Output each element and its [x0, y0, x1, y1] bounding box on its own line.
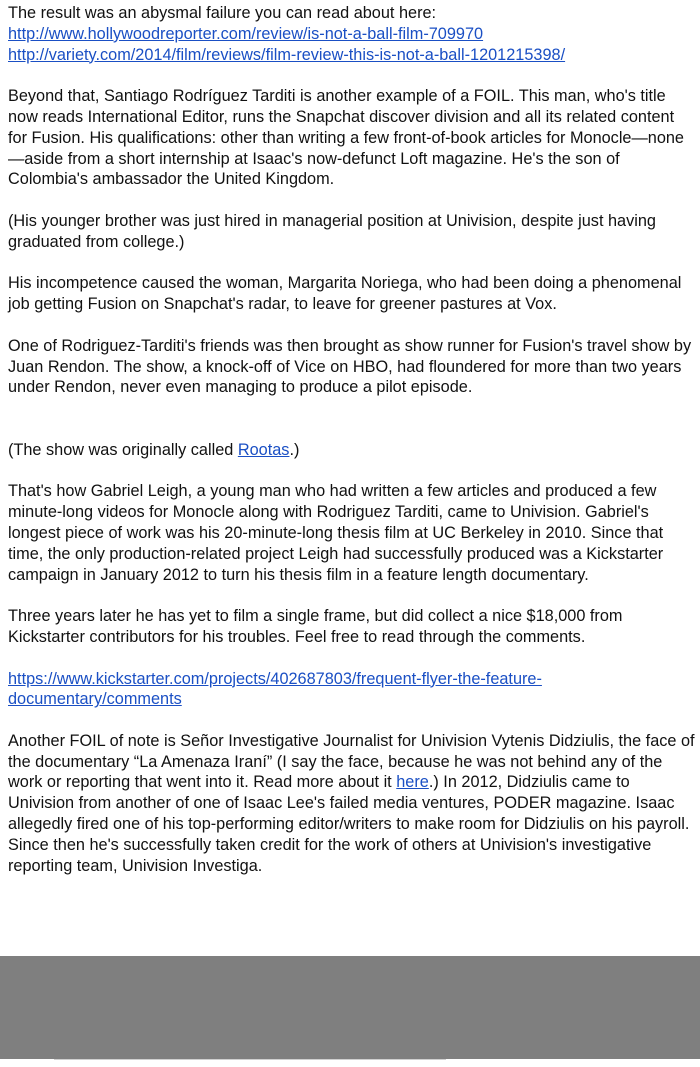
didziulis-before: Another FOIL of note is Señor Investigative Journalist for Univision Vytenis Didziulis, the face of the documentary “La Amenaza Iraní” (I say the face, because he was not behind any of the work or reporting that went into it. Read more about it — [8, 731, 695, 792]
rootas-before: (The show was originally called — [8, 440, 238, 459]
hollywoodreporter-link[interactable]: http://www.hollywoodreporter.com/review/is-not-a-ball-film-709970 — [8, 24, 484, 43]
rootas-after: .) — [289, 440, 300, 459]
footer-gray-bar — [0, 956, 700, 1059]
didziulis-after: .) In 2012, Didziulis came to Univision from another of one of Isaac Lee's failed media ventures, PODER magazine. Isaac allegedly fired one of his top-performing editor/writers to make room for Didziulis on his payroll. Since then he's successfully taken credit for the work of others at Univision's investigative reporting team, Univision Investiga. — [8, 773, 690, 875]
paragraph-show-runner: One of Rodriguez-Tarditi's friends was then brought as show runner for Fusion's travel show by Juan Rendon. The show, a knock-off of Vice on HBO, had floundered for more than two years under Rendon, never even managing to produce a pilot episode. — [8, 336, 692, 397]
paragraph-incompetence: His incompetence caused the woman, Margarita Noriega, who had been doing a phenomenal job getting Fusion on Snapchat's radar, to leave for greener pastures at Vox. — [8, 274, 682, 314]
here-link[interactable]: here — [396, 773, 429, 792]
paragraph-gabriel-leigh: That's how Gabriel Leigh, a young man who had written a few articles and produced a few minute-long videos for Monocle along with Rodriguez Tarditi, came to Univision. Gabriel's longest piece of work was his 20-minute-long thesis film at UC Berkeley in 2010. Since that time, the only production-related project Leigh had successfully produced was a Kickstarter campaign in January 2012 to turn his thesis film in a feature length documentary. — [8, 482, 664, 584]
paragraph-didziulis — [8, 731, 696, 877]
rootas-link[interactable]: Rootas — [237, 440, 290, 459]
paragraph-intro — [8, 3, 696, 65]
intro-text: The result was an abysmal failure you can read about here: — [8, 4, 437, 22]
footer-divider — [54, 1059, 446, 1060]
paragraph-kickstarter: Three years later he has yet to film a single frame, but did collect a nice $18,000 from Kickstarter contributors for his troubles. Feel free to read through the comments. — [8, 607, 623, 646]
paragraph-rootas — [8, 440, 696, 461]
paragraph-kickstarter-link — [8, 669, 696, 711]
article-body — [8, 3, 696, 897]
paragraph-santiago: Beyond that, Santiago Rodríguez Tarditi is another example of a FOIL. This man, who's title now reads International Editor, runs the Snapchat discover division and all its related content for Fusion. His qualifications: other than writing a few front-of-book articles for Monocle—none—aside from a short internship at Isaac's now-defunct Loft magazine. He's the son of Colombia's ambassador the United Kingdom. — [8, 87, 684, 189]
kickstarter-link[interactable]: https://www.kickstarter.com/projects/402687803/frequent-flyer-the-feature-documentary/comments — [8, 669, 542, 709]
variety-link[interactable]: http://variety.com/2014/film/reviews/film-review-this-is-not-a-ball-1201215398/ — [8, 45, 566, 64]
paragraph-younger-brother: (His younger brother was just hired in managerial position at Univision, despite just having graduated from college.) — [8, 211, 656, 251]
